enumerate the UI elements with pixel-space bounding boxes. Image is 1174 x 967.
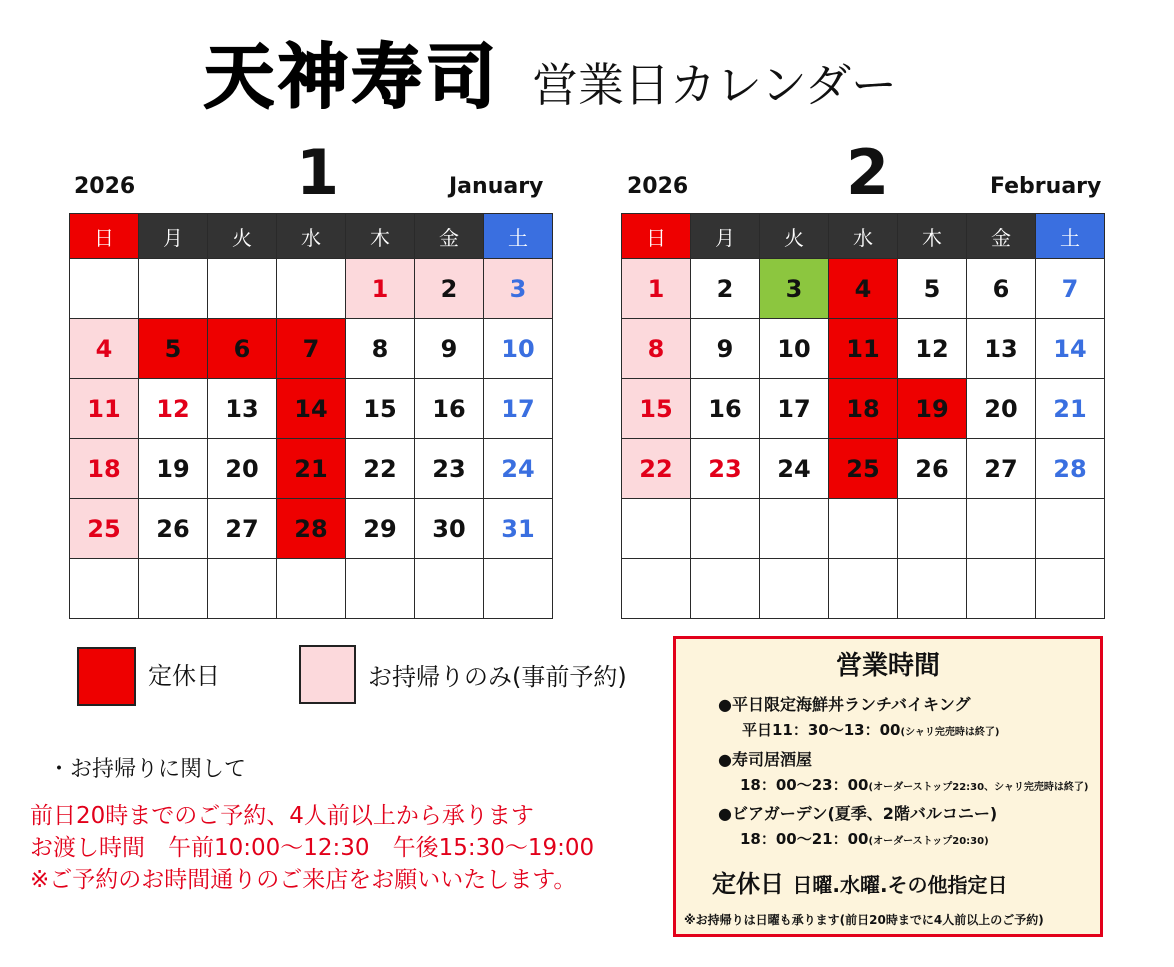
day-cell: 19 [139, 439, 208, 499]
hours-title: 営業時間 [835, 651, 940, 681]
empty-day-cell [691, 499, 760, 559]
day-cell: 31 [484, 499, 553, 559]
day-cell: 18 [829, 379, 898, 439]
empty-day-cell [829, 499, 898, 559]
hours-izakaya-time [740, 774, 1088, 799]
empty-day-cell [277, 559, 346, 619]
empty-day-cell [208, 559, 277, 619]
calendar-week-row [70, 319, 553, 379]
hours-section-izakaya: ●寿司居酒屋 [718, 750, 812, 769]
hours-section-lunch: ●平日限定海鮮丼ランチバイキング [718, 695, 971, 714]
empty-day-cell [898, 559, 967, 619]
day-cell: 4 [829, 259, 898, 319]
hours-footer-note: ※お持帰りは日曜も承ります(前日20時までに4人前以上のご予約) [684, 913, 1044, 927]
weekday-thu: 木 [898, 214, 967, 259]
lunch-time-text: 平日11：30～13：00 [742, 721, 901, 739]
hours-lunch-time [742, 719, 999, 744]
day-cell: 2 [415, 259, 484, 319]
legend-closed-label: 定休日 [148, 662, 220, 690]
empty-day-cell [415, 559, 484, 619]
day-cell: 1 [622, 259, 691, 319]
weekday-wed: 水 [277, 214, 346, 259]
day-cell: 27 [967, 439, 1036, 499]
empty-day-cell [139, 259, 208, 319]
day-cell: 5 [139, 319, 208, 379]
empty-day-cell [208, 259, 277, 319]
day-cell: 24 [484, 439, 553, 499]
hours-closed-days [712, 868, 1008, 901]
weekday-header [622, 214, 1105, 259]
day-cell: 4 [70, 319, 139, 379]
weekday-fri: 金 [415, 214, 484, 259]
day-cell: 26 [898, 439, 967, 499]
empty-day-cell [139, 559, 208, 619]
empty-day-cell [622, 499, 691, 559]
legend-takeout-label: お持帰りのみ(事前予約) [368, 663, 627, 691]
day-cell: 7 [1036, 259, 1105, 319]
day-cell: 20 [967, 379, 1036, 439]
takeout-note-line: 前日20時までのご予約、4人前以上から承ります [30, 803, 534, 829]
day-cell: 11 [70, 379, 139, 439]
empty-day-cell [967, 559, 1036, 619]
day-cell: 9 [691, 319, 760, 379]
empty-day-cell [967, 499, 1036, 559]
calendar-week-row [622, 379, 1105, 439]
izakaya-time-note: (オーダーストップ22:30、シャリ完売時は終了) [868, 782, 1089, 793]
weekday-sun: 日 [622, 214, 691, 259]
takeout-note-line: ※ご予約のお時間通りのご来店をお願いいたします。 [30, 867, 577, 893]
day-cell: 17 [484, 379, 553, 439]
calendar-week-row [70, 379, 553, 439]
day-cell: 19 [898, 379, 967, 439]
calendar-week-row [70, 259, 553, 319]
beer-garden-time-text: 18：00～21：00 [740, 830, 869, 848]
cal2-month: 2 [846, 136, 890, 209]
day-cell: 15 [622, 379, 691, 439]
empty-day-cell [760, 559, 829, 619]
day-cell: 25 [829, 439, 898, 499]
day-cell: 14 [277, 379, 346, 439]
day-cell: 12 [898, 319, 967, 379]
hours-beer-garden-time [740, 828, 989, 853]
business-hours-box [673, 636, 1103, 937]
weekday-thu: 木 [346, 214, 415, 259]
weekday-mon: 月 [139, 214, 208, 259]
day-cell: 14 [1036, 319, 1105, 379]
calendar-week-row [622, 259, 1105, 319]
day-cell: 16 [415, 379, 484, 439]
izakaya-time-text: 18：00～23：00 [740, 776, 869, 794]
weekday-sat: 土 [1036, 214, 1105, 259]
day-cell: 21 [277, 439, 346, 499]
day-cell: 10 [760, 319, 829, 379]
day-cell: 10 [484, 319, 553, 379]
calendar-week-row [622, 319, 1105, 379]
day-cell: 12 [139, 379, 208, 439]
weekday-fri: 金 [967, 214, 1036, 259]
day-cell: 5 [898, 259, 967, 319]
cal2-year: 2026 [627, 174, 689, 199]
day-cell: 11 [829, 319, 898, 379]
day-cell: 18 [70, 439, 139, 499]
day-cell: 20 [208, 439, 277, 499]
day-cell: 22 [622, 439, 691, 499]
calendar-january [69, 213, 553, 619]
day-cell: 7 [277, 319, 346, 379]
empty-day-cell [346, 559, 415, 619]
weekday-mon: 月 [691, 214, 760, 259]
weekday-tue: 火 [760, 214, 829, 259]
day-cell: 16 [691, 379, 760, 439]
day-cell: 25 [70, 499, 139, 559]
empty-day-cell [622, 559, 691, 619]
empty-day-cell [829, 559, 898, 619]
takeout-note-title: ・お持帰りに関して [48, 757, 247, 782]
cal1-year: 2026 [74, 174, 136, 199]
legend-closed-swatch [77, 647, 136, 706]
day-cell: 6 [967, 259, 1036, 319]
day-cell: 13 [967, 319, 1036, 379]
takeout-note-line: お渡し時間 午前10:00～12:30 午後15:30～19:00 [30, 835, 595, 861]
day-cell: 22 [346, 439, 415, 499]
hours-section-beer-garden: ●ビアガーデン(夏季、2階バルコニー) [718, 804, 998, 823]
day-cell: 24 [760, 439, 829, 499]
weekday-sat: 土 [484, 214, 553, 259]
day-cell: 13 [208, 379, 277, 439]
cal1-month: 1 [296, 136, 340, 209]
legend-takeout-swatch [299, 645, 356, 704]
weekday-wed: 水 [829, 214, 898, 259]
day-cell: 23 [691, 439, 760, 499]
day-cell: 9 [415, 319, 484, 379]
empty-day-cell [691, 559, 760, 619]
cal2-month-en: February [990, 174, 1102, 199]
calendar-week-row [70, 499, 553, 559]
calendar-week-row [622, 439, 1105, 499]
day-cell: 6 [208, 319, 277, 379]
day-cell: 8 [346, 319, 415, 379]
calendar-week-row [622, 499, 1105, 559]
empty-day-cell [760, 499, 829, 559]
day-cell: 3 [484, 259, 553, 319]
closed-title: 定休日 [712, 870, 784, 898]
empty-day-cell [1036, 559, 1105, 619]
empty-day-cell [484, 559, 553, 619]
day-cell: 29 [346, 499, 415, 559]
day-cell: 8 [622, 319, 691, 379]
restaurant-logo: 天神寿司 [204, 35, 500, 118]
empty-day-cell [277, 259, 346, 319]
day-cell: 21 [1036, 379, 1105, 439]
day-cell: 26 [139, 499, 208, 559]
day-cell: 3 [760, 259, 829, 319]
weekday-tue: 火 [208, 214, 277, 259]
cal1-month-en: January [449, 174, 544, 199]
weekday-sun: 日 [70, 214, 139, 259]
beer-garden-time-note: (オーダーストップ20:30) [868, 836, 989, 847]
empty-day-cell [1036, 499, 1105, 559]
day-cell: 2 [691, 259, 760, 319]
calendar-week-row [622, 559, 1105, 619]
day-cell: 28 [1036, 439, 1105, 499]
lunch-time-note: (シャリ完売時は終了) [900, 727, 1000, 738]
calendar-week-row [70, 439, 553, 499]
calendar-february [621, 213, 1105, 619]
day-cell: 28 [277, 499, 346, 559]
weekday-header [70, 214, 553, 259]
day-cell: 15 [346, 379, 415, 439]
empty-day-cell [70, 259, 139, 319]
closed-days-text: 日曜.水曜.その他指定日 [792, 873, 1008, 897]
calendar-week-row [70, 559, 553, 619]
day-cell: 30 [415, 499, 484, 559]
page-subtitle: 営業日カレンダー [532, 58, 898, 112]
day-cell: 23 [415, 439, 484, 499]
empty-day-cell [70, 559, 139, 619]
day-cell: 1 [346, 259, 415, 319]
empty-day-cell [898, 499, 967, 559]
day-cell: 27 [208, 499, 277, 559]
day-cell: 17 [760, 379, 829, 439]
